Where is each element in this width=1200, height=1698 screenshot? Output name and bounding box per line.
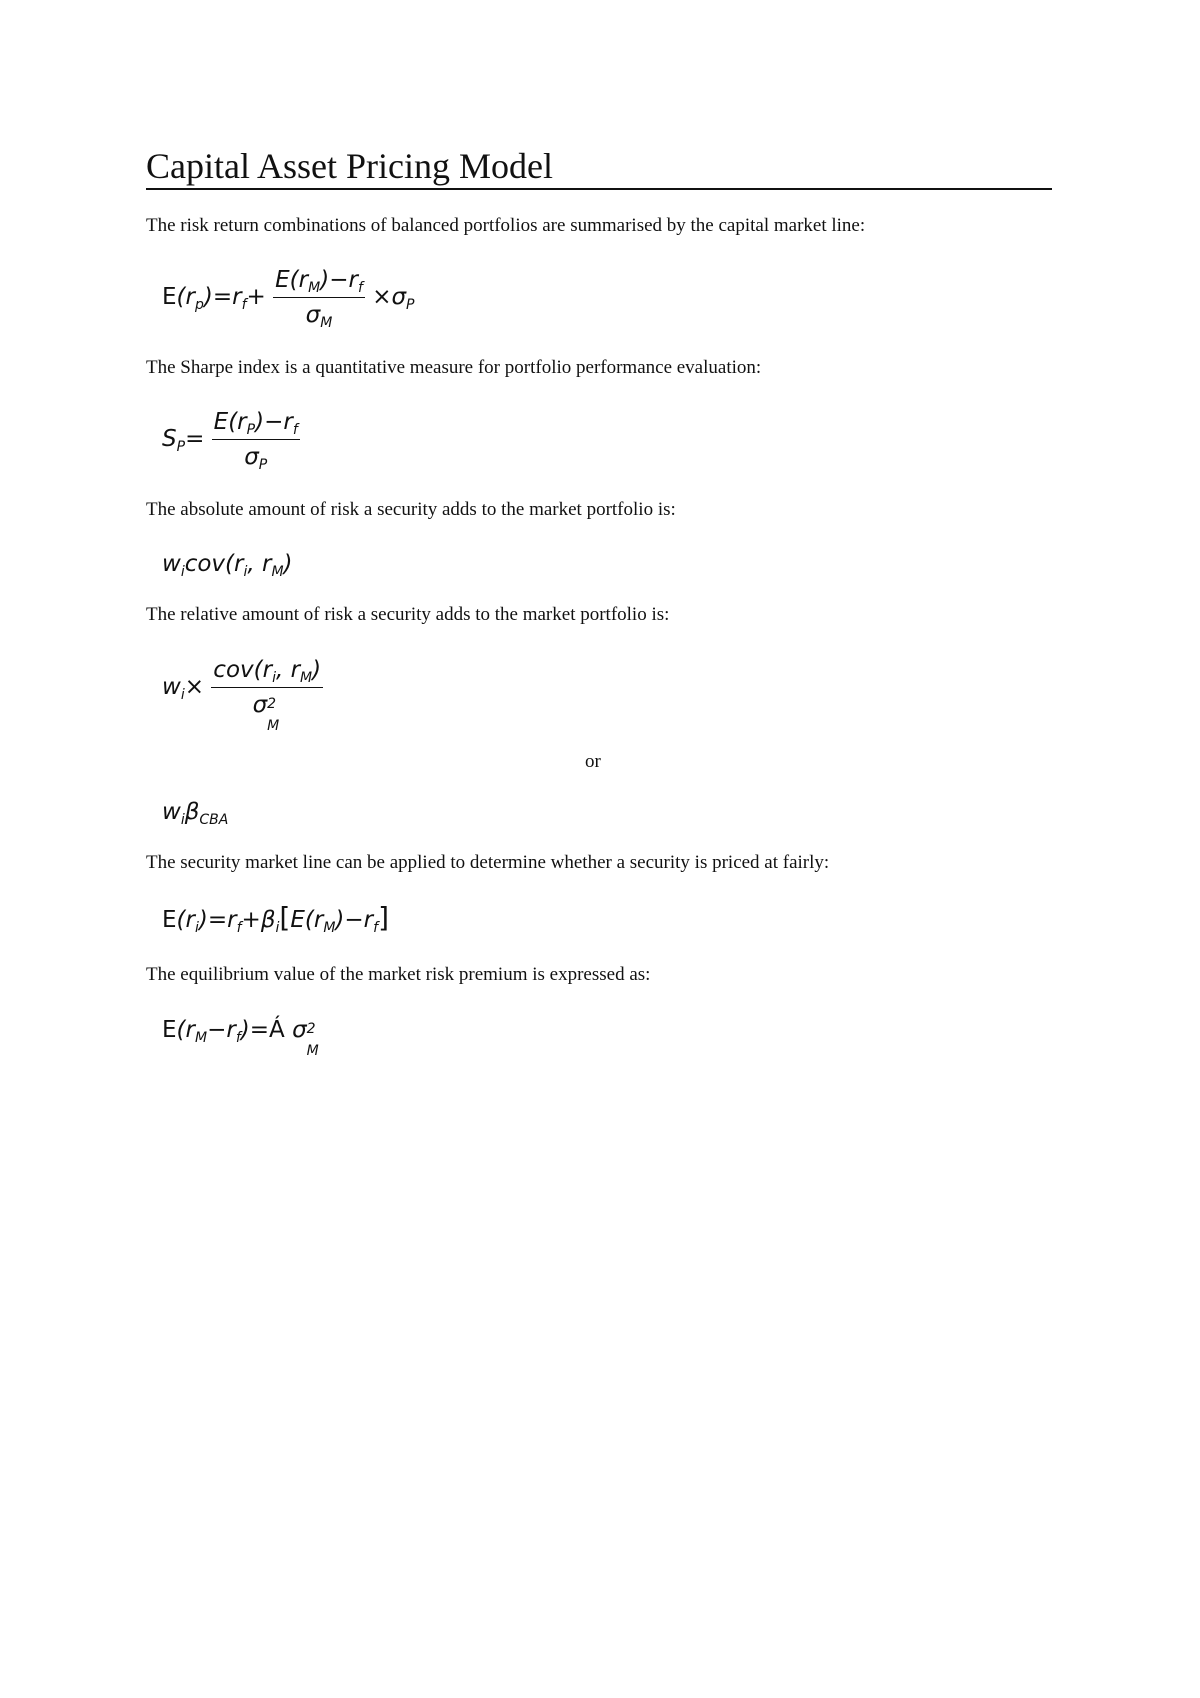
premium-intro-text: The equilibrium value of the market risk premium is expressed as: <box>146 964 651 985</box>
security-market-line-equation: $E(r_i)=r_f+\beta_i[E(r_M)-r_f]$ <box>162 901 390 936</box>
sharpe-index-equation: $S_P=$ $\frac{E(r_P)-r_f}{\sigma_P}$ <box>162 409 298 473</box>
relative-risk-intro-text: The relative amount of risk a security adds to the market portfolio is: <box>146 604 670 625</box>
or-text: or <box>585 751 601 772</box>
relative-risk-beta-equation: $w_i\beta_{CBA}$ <box>162 799 229 828</box>
sml-intro-text: The security market line can be applied to determine whether a security is priced at fairly: <box>146 852 830 873</box>
sharpe-intro-text: The Sharpe index is a quantitative measure for portfolio performance evaluation: <box>146 357 762 378</box>
market-risk-premium-equation: $E(r_M-r_f)=Á$ σ 2 M <box>162 1017 319 1059</box>
cml-intro-text: The risk return combinations of balanced portfolios are summarised by the capital market line: <box>146 215 866 236</box>
capital-market-line-equation: $E(r_p)=r_f+$ $\frac{E(r_M)-r_f}{\sigma_M}$ $\times\sigma_P$ <box>162 267 415 331</box>
relative-risk-equation: $w_i\times$ $cov(r_i$, $r_M$) σ 2 M <box>162 657 322 734</box>
absolute-risk-intro-text: The absolute amount of risk a security adds to the market portfolio is: <box>146 499 676 520</box>
document-title: Capital Asset Pricing Model <box>146 144 1052 190</box>
absolute-risk-equation: $w_icov(r_i$, $r_M$) <box>162 551 293 580</box>
